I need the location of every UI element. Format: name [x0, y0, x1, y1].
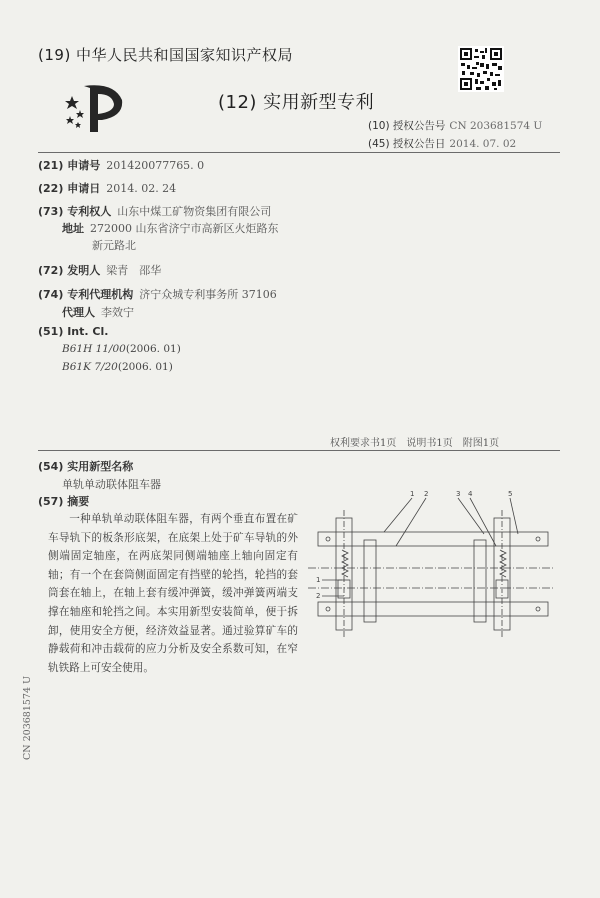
figure-label-4: 4: [468, 490, 473, 498]
figure-label-5: 5: [508, 490, 513, 498]
patentee-row: [38, 203, 271, 219]
office-name: (19) 中华人民共和国国家知识产权局: [38, 46, 294, 64]
ipc-code-2: B61K 7/20: [62, 361, 118, 373]
publication-number-label: (10) 授权公告号: [368, 120, 446, 132]
int-cl-row: [38, 325, 108, 338]
header-divider: [38, 152, 560, 153]
publication-number: [368, 118, 542, 133]
patent-office-logo: [62, 78, 130, 136]
figure-label-2: 2: [424, 490, 429, 498]
figure-label-3: 3: [456, 490, 461, 498]
ipc-classification-2: [62, 361, 173, 373]
agent-value: 李效宁: [101, 306, 134, 319]
figure-label-7: 2: [316, 592, 321, 600]
application-date-value: 2014. 02. 24: [106, 182, 177, 195]
ipc-year-1: (2006. 01): [125, 343, 181, 355]
address-label: 地址: [62, 222, 84, 235]
publication-date-label: (45) 授权公告日: [368, 138, 446, 150]
address-line-1: 272000 山东省济宁市高新区火炬路东: [90, 222, 279, 235]
page-counts: 权利要求书1页 说明书1页 附图1页: [330, 438, 500, 449]
publication-date: [368, 136, 516, 151]
figure-label-1: 1: [410, 490, 415, 498]
utility-model-name-label: (54) 实用新型名称: [38, 460, 134, 473]
ipc-year-2: (2006. 01): [117, 361, 173, 373]
publication-number-value: CN 203681574 U: [449, 120, 543, 132]
patentee-value: 山东中煤工矿物资集团有限公司: [117, 205, 272, 218]
section-divider: [38, 450, 560, 451]
abstract-label: (57) 摘要: [38, 495, 90, 508]
agent-row: [62, 304, 134, 320]
abstract-figure: [298, 488, 560, 648]
ipc-classification-1: [62, 343, 181, 355]
inventor-row: [38, 262, 161, 278]
int-cl-label: (51) Int. Cl.: [38, 325, 109, 338]
side-publication-code: CN 203681574 U: [22, 675, 33, 760]
qr-code-icon: [458, 46, 504, 92]
application-number-row: [38, 157, 204, 173]
application-number-value: 201420077765. 0: [106, 159, 205, 172]
agent-label: 代理人: [62, 306, 95, 319]
patentee-label: (73) 专利权人: [38, 205, 112, 218]
application-date-row: [38, 180, 176, 196]
figure-label-6: 1: [316, 576, 321, 584]
utility-model-name: 单轨单动联体阻车器: [62, 478, 161, 491]
agency-label: (74) 专利代理机构: [38, 288, 134, 301]
application-date-label: (22) 申请日: [38, 182, 101, 195]
inventor-value: 梁青 邵华: [106, 264, 162, 277]
application-number-label: (21) 申请号: [38, 159, 101, 172]
abstract-text: 一种单轨单动联体阻车器，有两个垂直布置在矿车导轨下的板条形底架，在底架上处于矿车导轨的外侧端固定轴座，在两底架同侧端轴座上轴向固定有轴；有一个在套筒侧面固定有挡壁的轮挡，轮挡的套筒套在轴上，在轴上套有缓冲弹簧，缓冲弹簧两端支撑在轴座和轮挡之间。本实用新型安装简单，便于拆卸，使用安全方便，经济效益显著。通过验算矿车的静载荷和冲击载荷的应力分析及安全系数可知，在窄轨铁路上可安全使用。: [48, 513, 298, 674]
publication-date-value: 2014. 07. 02: [449, 138, 517, 150]
inventor-label: (72) 发明人: [38, 264, 101, 277]
document-type: (12) 实用新型专利: [218, 92, 375, 113]
address-row: [62, 220, 279, 236]
address-line-2: 新元路北: [92, 239, 136, 252]
agency-row: [38, 286, 277, 302]
ipc-code-1: B61H 11/00: [62, 343, 126, 355]
agency-value: 济宁众城专利事务所 37106: [139, 288, 277, 301]
